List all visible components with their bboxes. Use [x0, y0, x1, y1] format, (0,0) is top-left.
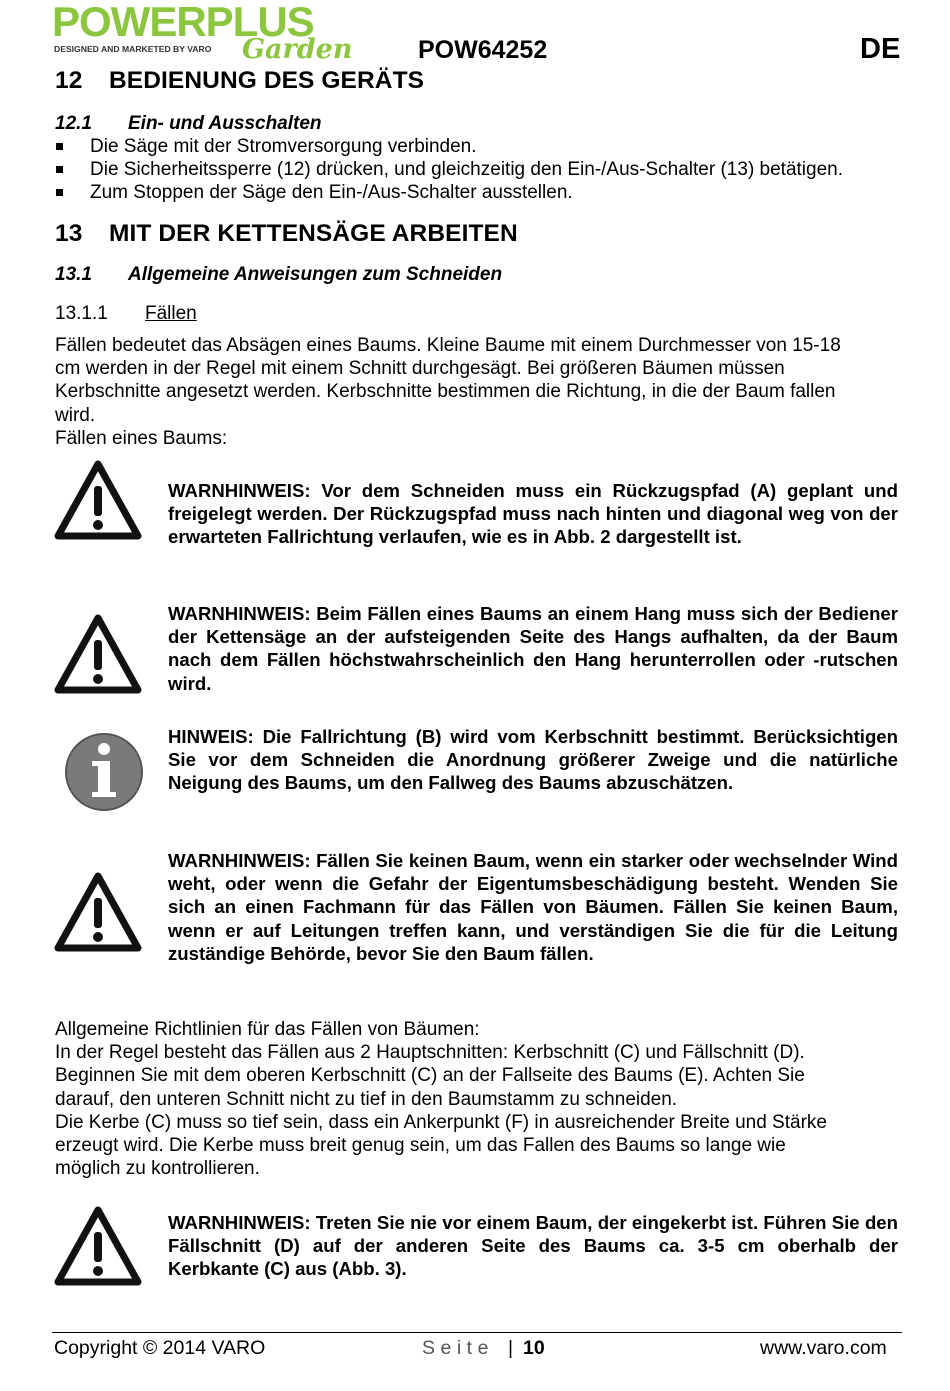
subsubsection-13-1-1-heading — [55, 303, 197, 325]
subsection-number: 13.1 — [55, 264, 92, 285]
subsection-title: Ein- und Ausschalten — [128, 113, 322, 134]
section-number: 12 — [55, 67, 83, 94]
text-line: erzeugt wird. Die Kerbe muss breit genug sein, um das Fallen des Baums so lange wie — [55, 1135, 786, 1157]
subsection-12-1-heading — [55, 113, 322, 135]
text-line: Kerbschnitte angesetzt werden. Kerbschnitte bestimmen die Richtung, in die der Baum fallen — [55, 381, 836, 403]
svg-text:POWERPLUS: POWERPLUS — [52, 0, 314, 45]
text-line: Beginnen Sie mit dem oberen Kerbschnitt (C) an der Fallseite des Baums (E). Achten Sie — [55, 1065, 805, 1087]
info-note: HINWEIS: Die Fallrichtung (B) wird vom Kerbschnitt bestimmt. Berücksichtigen Sie vor dem Schneiden die Anordnung größerer Zweige und die natürliche Neigung des Baums, um den Fallweg des Baums abzuschätzen. — [168, 726, 898, 794]
section-title: BEDIENUNG DES GERÄTS — [109, 67, 425, 94]
page-number: 10 — [523, 1337, 545, 1359]
powerplus-garden-logo — [52, 0, 397, 64]
section-number: 13 — [55, 220, 83, 247]
subsubsection-number: 13.1.1 — [55, 303, 108, 324]
warning-icon — [54, 1206, 142, 1286]
subsection-13-1-heading — [55, 264, 502, 286]
list-item: Zum Stoppen der Säge den Ein-/Aus-Schalter ausstellen. — [55, 181, 843, 204]
guidelines-paragraph — [55, 1018, 900, 1180]
footer-divider — [52, 1332, 902, 1333]
text-line: Fällen bedeutet das Absägen eines Baums. Kleine Baume mit einem Durchmesser von 15-18 — [55, 335, 841, 356]
copyright-text: Copyright © 2014 VARO — [54, 1337, 266, 1359]
warning-icon — [54, 872, 142, 952]
text-line: Fällen eines Baums: — [55, 427, 228, 449]
text-line: In der Regel besteht das Fällen aus 2 Hauptschnitten: Kerbschnitt (C) und Fällschnitt (D). — [55, 1042, 805, 1064]
text-line: möglich zu kontrollieren. — [55, 1158, 260, 1180]
svg-text:Garden: Garden — [242, 34, 353, 64]
section-12-heading — [55, 67, 424, 95]
warning-note: WARNHINWEIS: Vor dem Schneiden muss ein Rückzugspfad (A) geplant und freigelegt werden. Der Rückzugspfad muss nach hinten und diagonal weg von der erwarteten Fallrichtung verlaufen, wie es in Abb. 2 dargestellt ist. — [168, 480, 898, 548]
list-item: Die Säge mit der Stromversorgung verbinden. — [55, 135, 843, 158]
text-line: cm werden in der Regel mit einem Schnitt durchgesägt. Bei größeren Bäumen müssen — [55, 358, 785, 380]
warning-note: WARNHINWEIS: Beim Fällen eines Baums an einem Hang muss sich der Bediener der Kettensäge an der aufsteigenden Seite des Hangs aufhalten, da der Baum nach dem Fällen höchstwahrscheinlich den Hang herunterrollen oder -rutschen wird. — [168, 603, 898, 694]
bullet-list — [55, 135, 843, 204]
info-icon — [64, 732, 144, 812]
section-13-heading — [55, 220, 518, 248]
model-number: POW64252 — [418, 36, 548, 64]
section-title: MIT DER KETTENSÄGE ARBEITEN — [109, 220, 518, 247]
page-label: Seite — [422, 1337, 494, 1359]
text-line: Die Kerbe (C) muss so tief sein, dass ein Ankerpunkt (F) in ausreichender Breite und Stärke — [55, 1111, 827, 1133]
warning-icon — [54, 614, 142, 694]
language-code: DE — [860, 33, 901, 65]
svg-text:DESIGNED AND MARKETED BY VARO: DESIGNED AND MARKETED BY VARO — [54, 44, 212, 54]
page-separator: | — [508, 1337, 514, 1359]
warning-note: WARNHINWEIS: Treten Sie nie vor einem Baum, der eingekerbt ist. Führen Sie den Fällschnitt (D) auf der anderen Seite des Baums ca. 3-5 cm oberhalb der Kerbkante (C) aus (Abb. 3). — [168, 1212, 898, 1280]
intro-paragraph — [55, 334, 900, 450]
subsection-title: Allgemeine Anweisungen zum Schneiden — [128, 264, 503, 285]
text-line: darauf, den unteren Schnitt nicht zu tief in den Baumstamm zu schneiden. — [55, 1088, 678, 1110]
subsection-number: 12.1 — [55, 113, 92, 134]
warning-icon — [54, 460, 142, 540]
text-line: wird. — [55, 404, 96, 426]
website-link[interactable]: www.varo.com — [760, 1337, 887, 1359]
subsubsection-title: Fällen — [145, 303, 197, 324]
warning-note: WARNHINWEIS: Fällen Sie keinen Baum, wenn ein starker oder wechselnder Wind weht, oder wenn die Gefahr der Eigentumsbeschädigung besteht. Wenden Sie sich an einen Fachmann für das Fällen von Bäumen. Fällen Sie keinen Baum, wenn er auf Leitungen treffen kann, und verständigen Sie die für die Leitung zuständige Behörde, bevor Sie den Baum fällen. — [168, 850, 898, 964]
text-line: Allgemeine Richtlinien für das Fällen von Bäumen: — [55, 1019, 480, 1040]
list-item: Die Sicherheitssperre (12) drücken, und gleichzeitig den Ein-/Aus-Schalter (13) betätigen. — [55, 158, 843, 181]
